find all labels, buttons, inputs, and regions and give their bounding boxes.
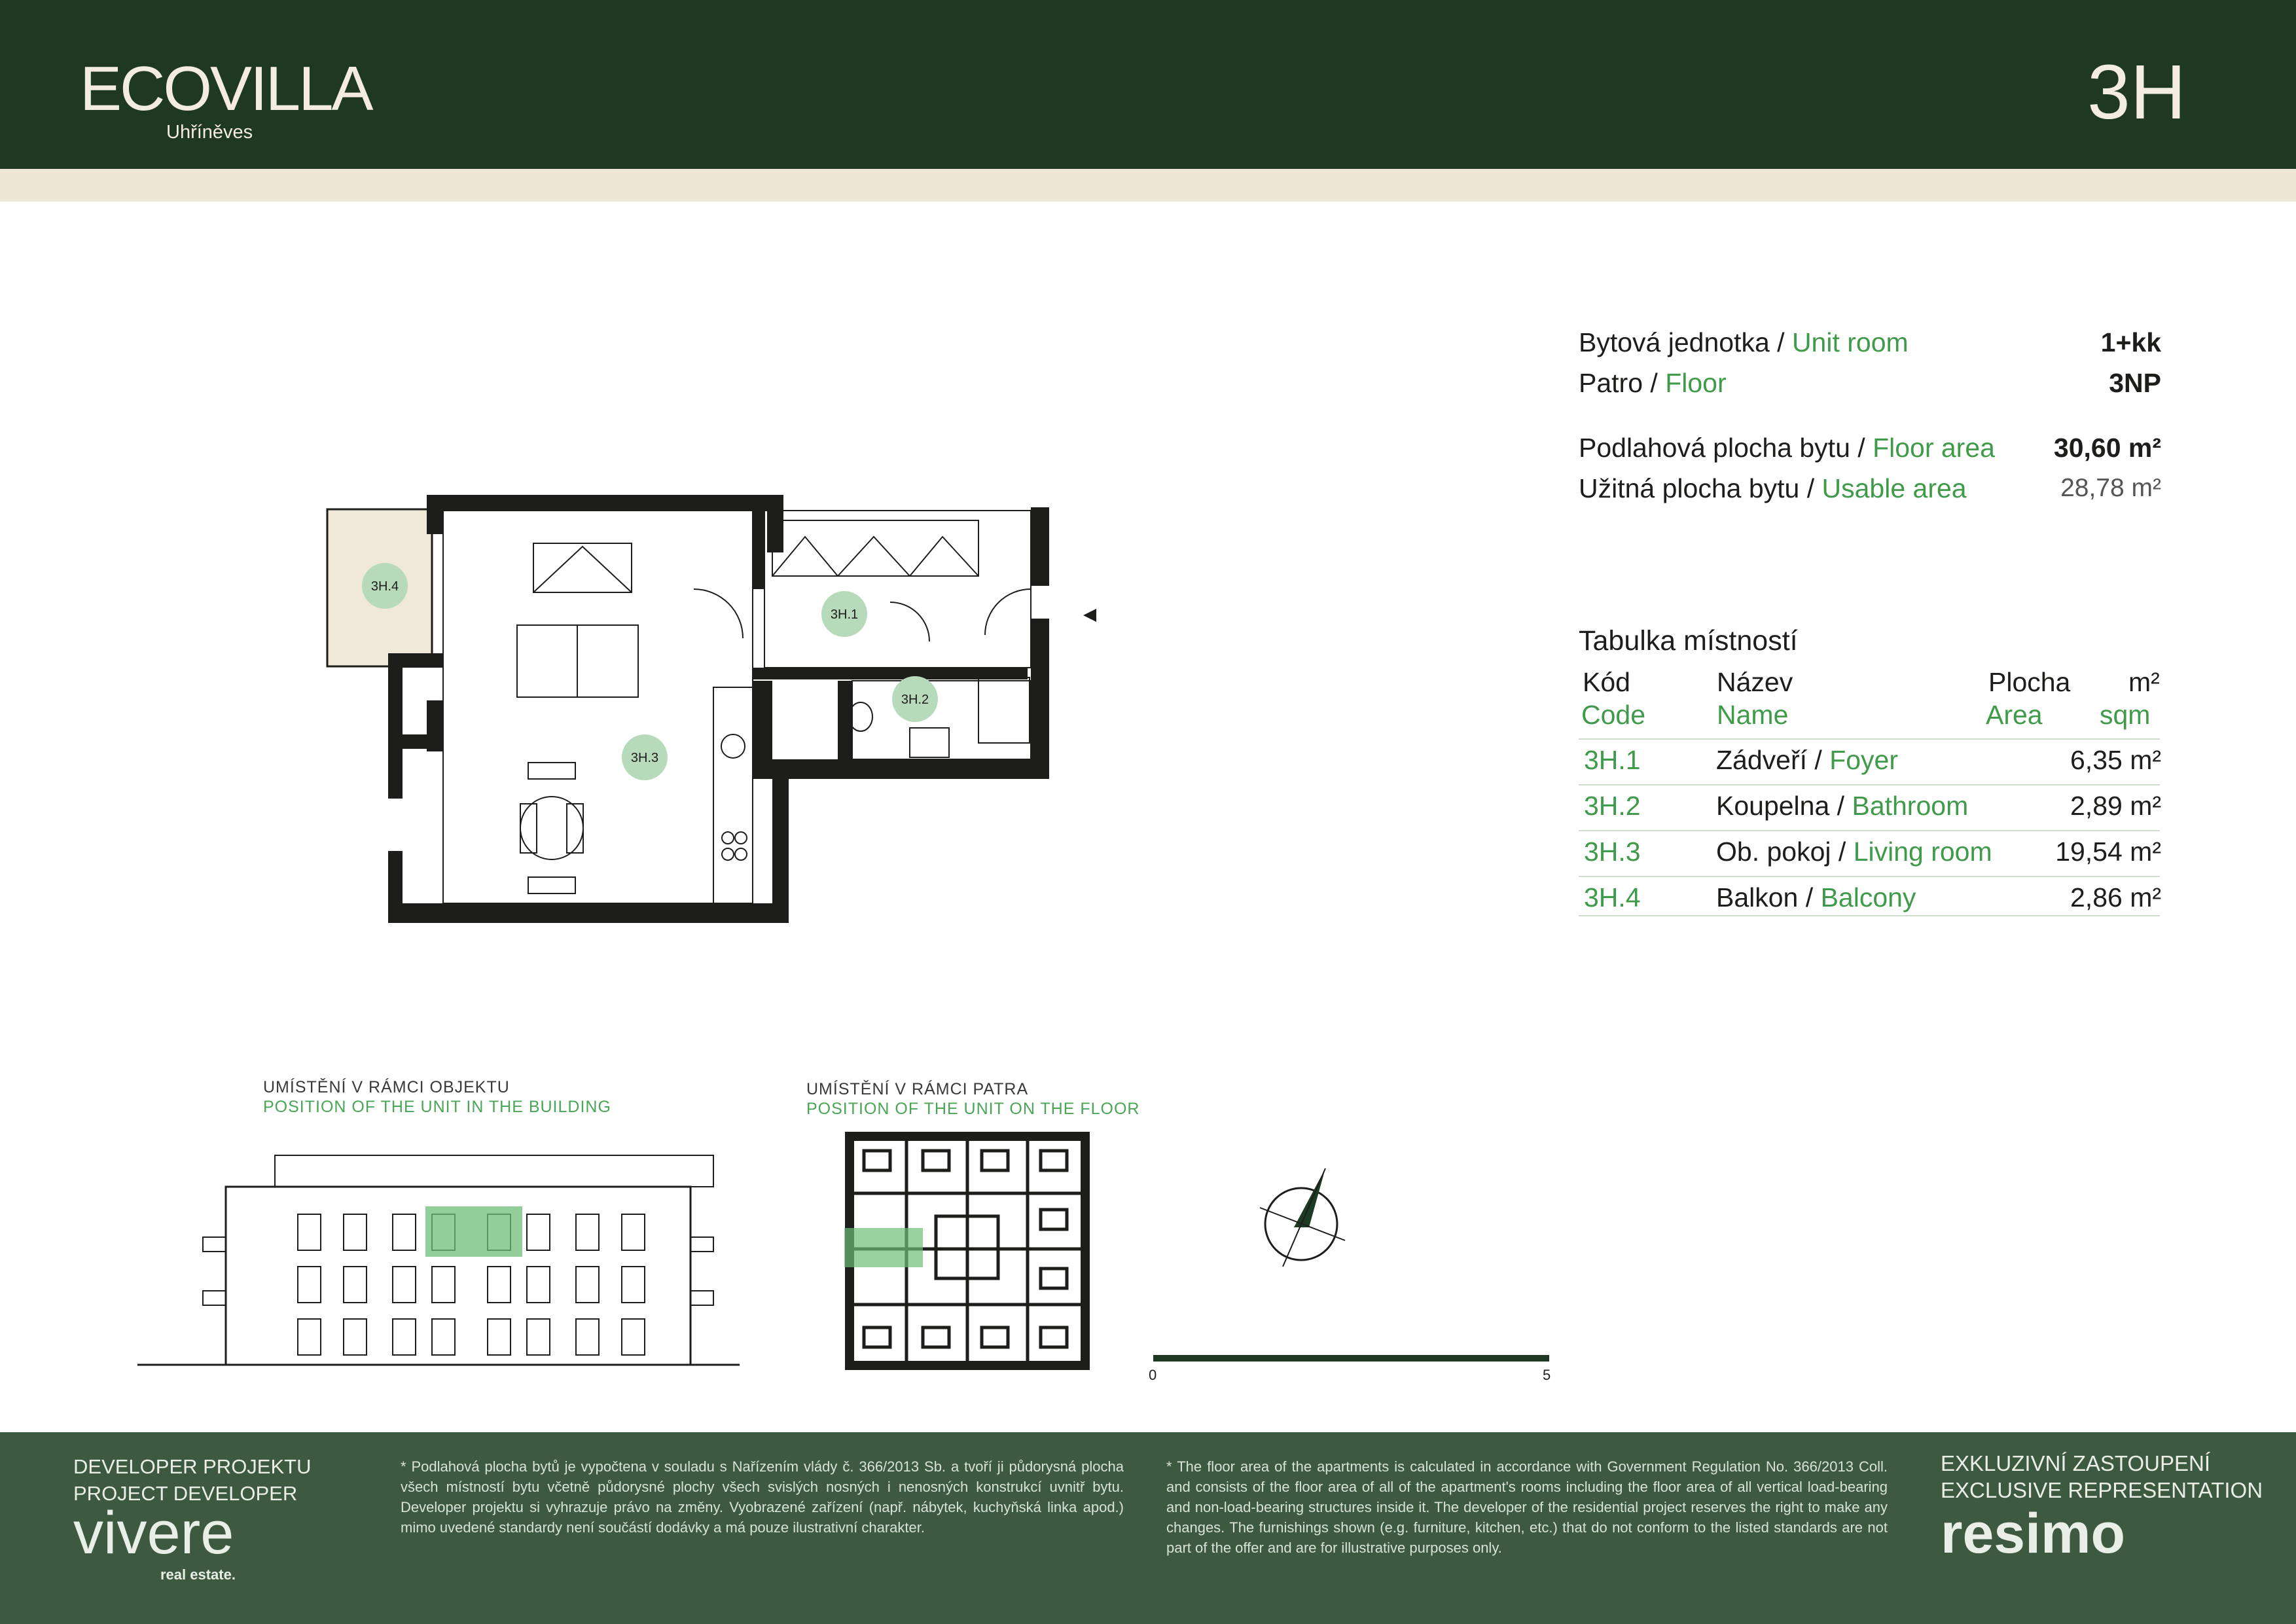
usable-area-value: 28,78 m² (2060, 474, 2161, 502)
developer-cz: DEVELOPER PROJEKTU (73, 1455, 312, 1478)
building-elevation (137, 1146, 753, 1368)
bed (533, 543, 632, 592)
row-area: 19,54 m² (2055, 837, 2161, 867)
sink (910, 728, 949, 757)
developer-logo-sub: real estate. (160, 1566, 236, 1583)
usable-area-en: Usable area (1821, 473, 1967, 503)
row-code: 3H.2 (1584, 791, 1641, 821)
row-name: Koupelna / Bathroom (1716, 791, 1969, 821)
floor-area-en: Floor area (1873, 433, 1995, 463)
room-label: 3H.1 (830, 607, 859, 622)
row-name: Balkon / Balcony (1716, 882, 1916, 912)
floor-caption-cz: UMÍSTĚNÍ V RÁMCI PATRA (806, 1080, 1029, 1098)
th-area-en: Area (1986, 700, 2043, 730)
floor-key-plan (844, 1131, 1093, 1373)
developer-label (73, 1453, 311, 1507)
row-code: 3H.1 (1584, 745, 1641, 775)
unit-highlight (425, 1206, 522, 1257)
floor-area-value: 30,60 m² (2053, 433, 2161, 463)
brand-logo: ECOVILLA (80, 54, 372, 124)
representation-cz: EXKLUZIVNÍ ZASTOUPENÍ (1941, 1451, 2210, 1475)
dining-table (520, 797, 583, 859)
floor-en: Floor (1665, 368, 1727, 398)
entrance-arrow (1083, 609, 1096, 622)
floor-area-cz: Podlahová plocha bytu / (1579, 433, 1865, 463)
representation-logo: resimo (1941, 1502, 2126, 1565)
floor-caption-en: POSITION OF THE UNIT ON THE FLOOR (806, 1100, 1140, 1118)
unit-room-label (1579, 329, 1909, 356)
floor-plan (314, 484, 1119, 929)
usable-area-label (1579, 475, 1967, 502)
row-code: 3H.4 (1584, 882, 1641, 912)
unit-room-value: 1+kk (2100, 327, 2161, 357)
row-name: Zádveří / Foyer (1716, 745, 1898, 775)
unit-room-cz: Bytová jednotka / (1579, 327, 1785, 357)
row-code: 3H.3 (1584, 837, 1641, 867)
table-divider (1579, 876, 2160, 877)
usable-area-cz: Užitná plocha bytu / (1579, 473, 1815, 503)
developer-en: PROJECT DEVELOPER (73, 1482, 298, 1505)
unit-highlight (844, 1228, 923, 1267)
header-stripe (0, 169, 2296, 202)
scale-start: 0 (1149, 1367, 1157, 1383)
shower (978, 677, 1030, 743)
unit-room-en: Unit room (1791, 327, 1909, 357)
th-area: Plocha (1988, 667, 2071, 697)
room-label: 3H.4 (370, 579, 399, 594)
representation-label (1941, 1450, 2263, 1504)
building-caption-cz: UMÍSTĚNÍ V RÁMCI OBJEKTU (263, 1078, 510, 1096)
table-divider (1579, 915, 2160, 916)
th-code-en: Code (1581, 700, 1646, 730)
scale-bar (1153, 1355, 1549, 1362)
representation-en: EXCLUSIVE REPRESENTATION (1941, 1478, 2263, 1502)
scale-end: 5 (1543, 1367, 1551, 1383)
floor-area-label (1579, 435, 1995, 461)
wardrobe (772, 520, 978, 576)
building-caption-en: POSITION OF THE UNIT IN THE BUILDING (263, 1098, 611, 1116)
developer-logo: vivere (73, 1500, 234, 1566)
north-arrow-icon (1253, 1162, 1358, 1273)
row-name: Ob. pokoj / Living room (1716, 837, 1992, 867)
row-area: 2,89 m² (2070, 791, 2161, 821)
room-table-title: Tabulka místností (1579, 625, 1798, 657)
row-area: 2,86 m² (2070, 882, 2161, 912)
floor-label (1579, 370, 1727, 397)
table-divider (1579, 784, 2160, 785)
note-cz: * Podlahová plocha bytů je vypočtena v souladu s Nařízením vlády č. 366/2013 Sb. a tvoří ji půdorysná plocha všech místností bytu včetně půdorysné plochy všech svislých nosných i nenosných konstrukcí uvnitř bytu. Developer projektu si vyhrazuje právo na změny. Vyobrazené zařízení (např. nábytek, kuchyňská linka apod.) mimo uvedené standardy není součástí dodávky a má pouze ilustrativní charakter. (401, 1458, 1124, 1536)
table-divider (1579, 738, 2160, 740)
row-area: 6,35 m² (2070, 745, 2161, 775)
brand-location: Uhříněves (166, 122, 253, 143)
note-en: * The floor area of the apartments is calculated in accordance with Government Regulation No. 366/2013 Coll. and consists of the floor area of all of the apartment's rooms including the floor area of all vertical load-bearing and non-load-bearing structures inside it. The developer of the residential project reserves the right to make any changes. The furnishings shown (e.g. furniture, kitchen, etc.) that do not conform to the listed standards are not part of the offer and are for illustrative purposes only. (1166, 1458, 1888, 1556)
room-label: 3H.2 (901, 693, 929, 707)
th-unit: m² (2128, 667, 2160, 697)
floor-value: 3NP (2109, 368, 2161, 398)
th-code: Kód (1583, 667, 1630, 697)
walls (388, 495, 1049, 923)
th-name: Název (1717, 667, 1793, 697)
table-divider (1579, 830, 2160, 831)
th-unit-en: sqm (2100, 700, 2151, 730)
unit-code: 3H (2087, 49, 2186, 135)
kitchen-line (713, 687, 753, 903)
floor-cz: Patro / (1579, 368, 1658, 398)
th-name-en: Name (1717, 700, 1789, 730)
room-label: 3H.3 (630, 751, 659, 765)
